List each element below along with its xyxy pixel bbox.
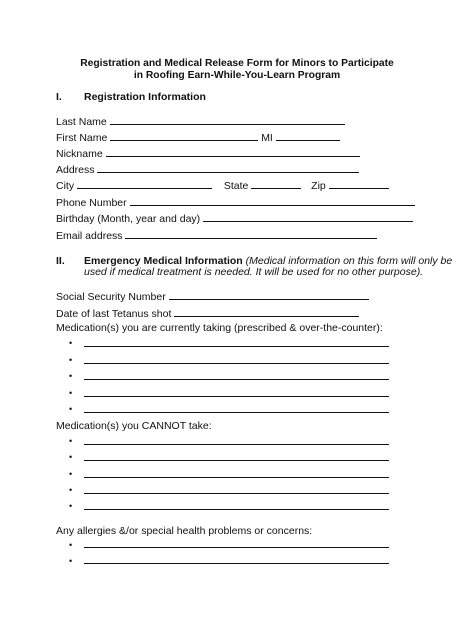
phone-row <box>56 195 415 209</box>
medications-taking-label: Medication(s) you are currently taking (prescribed & over-the-counter): <box>56 322 383 334</box>
medication-cannot-line-2[interactable] <box>84 460 389 461</box>
first-name-row <box>56 130 340 144</box>
medications-cannot-label: Medication(s) you CANNOT take: <box>56 420 212 432</box>
email-row <box>56 228 377 242</box>
medication-cannot-line-3[interactable] <box>84 477 389 478</box>
phone-field[interactable] <box>130 195 415 206</box>
first-name-label: First Name <box>56 132 108 144</box>
nickname-row <box>56 146 360 160</box>
last-name-field[interactable] <box>110 114 345 125</box>
bullet-icon: • <box>69 452 73 462</box>
medication-cannot-line-5[interactable] <box>84 509 389 510</box>
bullet-icon: • <box>69 338 73 348</box>
bullet-icon: • <box>69 388 73 398</box>
birthday-label: Birthday (Month, year and day) <box>56 213 201 225</box>
bullet-icon: • <box>69 355 73 365</box>
address-field[interactable] <box>97 162 359 173</box>
medication-taking-line-3[interactable] <box>84 379 389 380</box>
bullet-icon: • <box>69 404 73 414</box>
state-field[interactable] <box>251 178 301 189</box>
bullet-icon: • <box>69 501 73 511</box>
section-1-number: I. <box>56 91 62 103</box>
ssn-field[interactable] <box>169 289 369 300</box>
address-row <box>56 162 359 176</box>
medication-taking-line-5[interactable] <box>84 412 389 413</box>
ssn-row <box>56 289 369 303</box>
tetanus-field[interactable] <box>174 306 359 317</box>
tetanus-row <box>56 306 359 320</box>
section-2-note-line-2: used if medical treatment is needed. It will be used for no other purpose). <box>84 266 424 278</box>
email-label: Email address <box>56 230 123 242</box>
allergies-label: Any allergies &/or special health problems or concerns: <box>56 525 313 537</box>
city-state-zip-row <box>56 178 389 192</box>
phone-label: Phone Number <box>56 197 127 209</box>
first-name-field[interactable] <box>110 130 258 141</box>
medication-taking-line-1[interactable] <box>84 346 389 347</box>
last-name-label: Last Name <box>56 116 107 128</box>
bullet-icon: • <box>69 469 73 479</box>
bullet-icon: • <box>69 485 73 495</box>
birthday-field[interactable] <box>203 211 413 222</box>
medication-taking-line-2[interactable] <box>84 363 389 364</box>
section-2-number: II. <box>56 255 65 267</box>
state-label: State <box>223 180 249 192</box>
mi-label: MI <box>261 132 273 144</box>
medication-taking-line-4[interactable] <box>84 396 389 397</box>
bullet-icon: • <box>69 556 73 566</box>
form-title-line-2: in Roofing Earn-While-You-Learn Program <box>133 70 341 81</box>
bullet-icon: • <box>69 371 73 381</box>
medication-cannot-line-1[interactable] <box>84 444 389 445</box>
last-name-row <box>56 114 345 128</box>
bullet-icon: • <box>69 540 73 550</box>
birthday-row <box>56 211 413 225</box>
city-field[interactable] <box>77 178 212 189</box>
address-label: Address <box>56 164 95 176</box>
zip-label: Zip <box>311 180 326 192</box>
form-title <box>0 58 474 82</box>
nickname-label: Nickname <box>56 148 103 160</box>
section-2-note-line-1: (Medical information on this form will only be <box>245 255 453 267</box>
section-2-heading: Emergency Medical Information <box>84 255 243 267</box>
nickname-field[interactable] <box>106 146 360 157</box>
tetanus-label: Date of last Tetanus shot <box>56 308 172 320</box>
bullet-icon: • <box>69 436 73 446</box>
section-1-heading: Registration Information <box>84 91 206 103</box>
allergy-line-1[interactable] <box>84 547 389 548</box>
zip-field[interactable] <box>329 178 389 189</box>
allergy-line-2[interactable] <box>84 563 389 564</box>
form-title-line-1: Registration and Medical Release Form for Minors to Participate <box>80 58 394 69</box>
email-field[interactable] <box>125 228 377 239</box>
ssn-label: Social Security Number <box>56 291 166 303</box>
city-label: City <box>56 180 75 192</box>
mi-field[interactable] <box>276 130 340 141</box>
medication-cannot-line-4[interactable] <box>84 493 389 494</box>
